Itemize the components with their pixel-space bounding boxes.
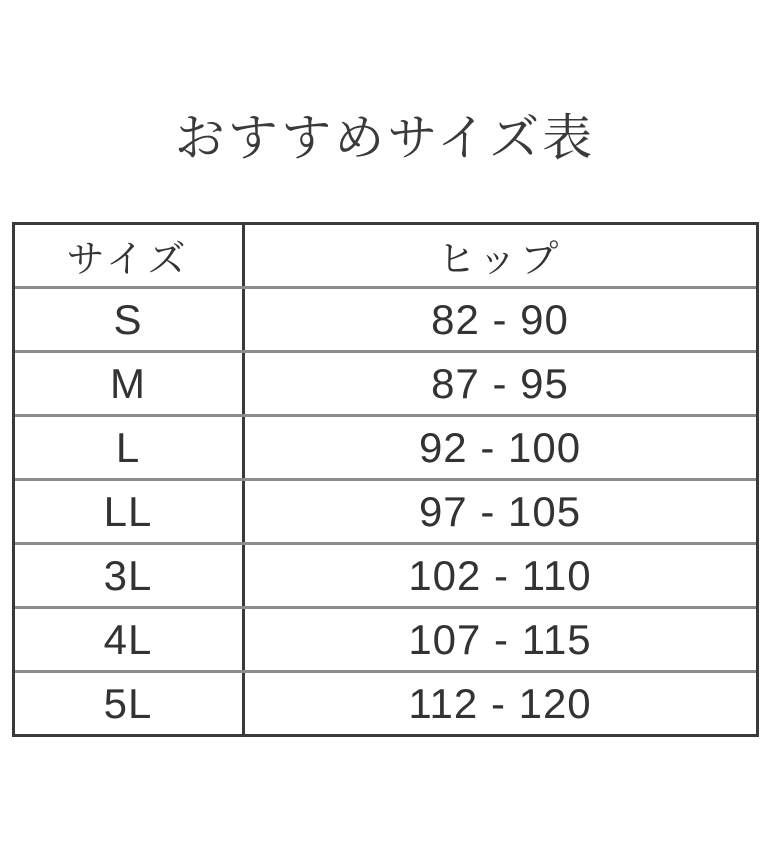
hip-cell: 112 - 120 <box>408 679 592 727</box>
column-header-hip: ヒップ <box>437 239 563 281</box>
hip-cell: 92 - 100 <box>418 423 582 471</box>
hip-cell: 102 - 110 <box>408 551 592 599</box>
hip-cell: 97 - 105 <box>418 487 582 535</box>
size-chart-table <box>12 222 759 737</box>
page-title: おすすめサイズ表 <box>174 110 596 166</box>
size-cell: L <box>15 417 245 478</box>
table-header-row <box>15 225 756 286</box>
table-row <box>15 606 756 670</box>
hip-cell: 82 - 90 <box>431 295 569 343</box>
size-cell: LL <box>15 481 245 542</box>
table-row <box>15 350 756 414</box>
size-cell: S <box>15 289 245 350</box>
size-cell: 4L <box>15 609 245 670</box>
size-cell: 5L <box>15 673 245 734</box>
size-cell: M <box>15 353 245 414</box>
hip-cell: 87 - 95 <box>431 359 569 407</box>
table-row <box>15 542 756 606</box>
table-row <box>15 478 756 542</box>
table-row <box>15 414 756 478</box>
size-cell: 3L <box>15 545 245 606</box>
table-row <box>15 670 756 734</box>
table-row <box>15 286 756 350</box>
column-header-size: サイズ <box>15 225 245 286</box>
hip-cell: 107 - 115 <box>408 615 592 663</box>
